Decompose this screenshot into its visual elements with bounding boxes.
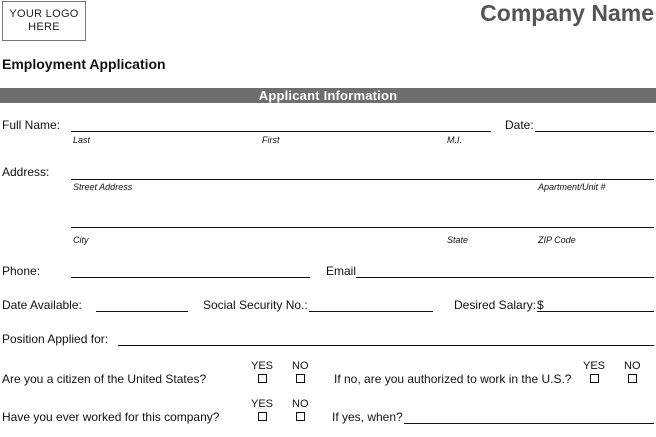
first-name-sublabel: First: [262, 135, 280, 145]
last-name-sublabel: Last: [73, 135, 91, 145]
authorized-yes-checkbox[interactable]: [590, 374, 599, 383]
apartment-sublabel: Apartment/Unit #: [538, 182, 606, 192]
logo-placeholder: [2, 1, 86, 41]
authorized-yes-label: YES: [583, 360, 606, 372]
document-title: Employment Application: [2, 56, 166, 72]
worked-before-question: Have you ever worked for this company?: [2, 410, 220, 424]
company-name: Company Name: [480, 0, 654, 26]
authorized-no-checkbox[interactable]: [628, 374, 637, 383]
date-available-field[interactable]: [96, 311, 188, 312]
position-label: Position Applied for:: [2, 332, 109, 346]
logo-text: YOUR LOGO HERE: [9, 8, 79, 33]
phone-label: Phone:: [2, 264, 41, 278]
citizen-no-label: NO: [292, 360, 309, 372]
position-field[interactable]: [118, 345, 654, 346]
desired-salary-label: Desired Salary:: [454, 298, 537, 312]
zip-code-sublabel: ZIP Code: [538, 235, 576, 245]
worked-yes-checkbox[interactable]: [258, 412, 267, 421]
citizen-yes-checkbox[interactable]: [258, 374, 267, 383]
citizen-yes-label: YES: [251, 360, 274, 372]
citizen-no-checkbox[interactable]: [296, 374, 305, 383]
if-yes-when-label: If yes, when?: [332, 410, 403, 424]
authorized-question: If no, are you authorized to work in the U.S.?: [334, 372, 572, 386]
salary-dollar-sign: $: [537, 298, 544, 312]
ssn-label: Social Security No.:: [203, 298, 308, 312]
full-name-field[interactable]: [71, 131, 491, 132]
section-header: Applicant Information: [0, 88, 656, 103]
city-state-zip-field[interactable]: [71, 227, 654, 228]
date-label: Date:: [505, 118, 534, 132]
full-name-label: Full Name:: [2, 118, 61, 132]
worked-yes-label: YES: [251, 398, 274, 410]
phone-field[interactable]: [71, 277, 310, 278]
state-sublabel: State: [447, 235, 469, 245]
worked-no-label: NO: [292, 398, 309, 410]
city-sublabel: City: [73, 235, 89, 245]
worked-no-checkbox[interactable]: [296, 412, 305, 421]
date-available-label: Date Available:: [2, 298, 82, 312]
desired-salary-field[interactable]: [537, 311, 654, 312]
citizen-question: Are you a citizen of the United States?: [2, 372, 207, 386]
authorized-no-label: NO: [624, 360, 641, 372]
if-yes-when-field[interactable]: [404, 423, 654, 424]
email-label: Email: [326, 264, 357, 278]
ssn-field[interactable]: [309, 311, 433, 312]
email-field[interactable]: [356, 277, 654, 278]
address-label: Address:: [2, 165, 50, 179]
middle-initial-sublabel: M.I.: [447, 135, 462, 145]
street-address-field[interactable]: [71, 179, 654, 180]
street-address-sublabel: Street Address: [73, 182, 133, 192]
date-field[interactable]: [535, 131, 654, 132]
